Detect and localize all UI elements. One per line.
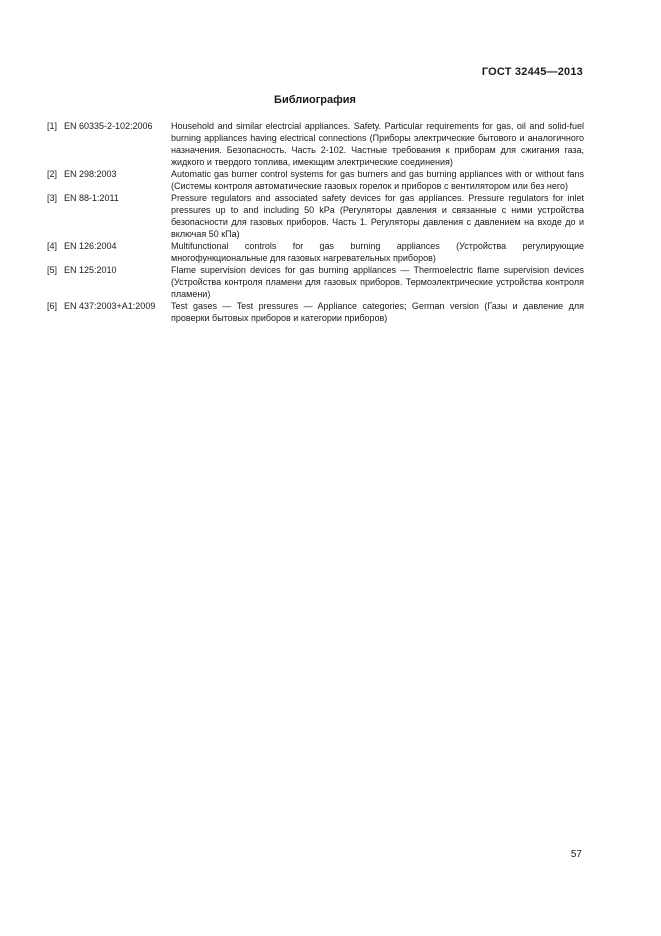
entry-number: [1] (47, 121, 58, 131)
entry-standard-code: EN 437:2003+A1:2009 (64, 301, 156, 311)
bibliography-entry (47, 120, 584, 168)
entry-standard-code: EN 60335-2-102:2006 (64, 121, 153, 131)
entry-title: Household and similar electrcial appliances. Safety. Particular requirements for gas, oil and solid-fuel burning appliances having electrical connections (Приборы электрические бытового и аналогичного назначения. Безопасность. Часть 2-102. Частные требования к приборам для сжигания газа, жидкого и твердого топлива, имеющим электрические соединения) (171, 121, 584, 167)
bibliography-entry (47, 240, 584, 264)
entry-number: [6] (47, 301, 58, 311)
entry-number: [2] (47, 169, 58, 179)
document-code: ГОСТ 32445—2013 (481, 66, 583, 78)
bibliography-entry (47, 264, 584, 300)
entry-title: Automatic gas burner control systems for gas burners and gas burning appliances with or without fans (Системы контроля автоматические газовых горелок и приборов с вентилятором или без него) (171, 169, 584, 191)
entry-title: Multifunctional controls for gas burning appliances (Устройства регулирующие многофункциональные для газовых нагревательных приборов) (171, 241, 584, 263)
bibliography-entry (47, 192, 584, 240)
bibliography-entry (47, 168, 584, 192)
entry-title: Pressure regulators and associated safety devices for gas appliances. Pressure regulators for inlet pressures up to and including 50 kPa (Регуляторы давления и связанные с ними устройства безопасности для газовых приборов. Часть 1. Регуляторы давления с давлением на входе до и включая 50 кПа) (171, 193, 584, 239)
section-title: Библиография (274, 94, 356, 106)
entry-number: [5] (47, 265, 58, 275)
entry-number: [3] (47, 193, 58, 203)
bibliography-entry (47, 300, 584, 324)
entry-standard-code: EN 88-1:2011 (64, 193, 119, 203)
page-number: 57 (570, 849, 582, 860)
bibliography-list (47, 120, 584, 324)
entry-title: Test gases — Test pressures — Appliance categories; German version (Газы и давление для проверки бытовых приборов и категории приборов) (171, 301, 584, 323)
entry-standard-code: EN 298:2003 (64, 169, 117, 179)
entry-number: [4] (47, 241, 58, 251)
entry-standard-code: EN 125:2010 (64, 265, 117, 275)
entry-standard-code: EN 126:2004 (64, 241, 117, 251)
entry-title: Flame supervision devices for gas burning appliances — Thermoelectric flame supervision devices (Устройства контроля пламени для газовых приборов. Термоэлектрические устройства контроля пламени) (171, 265, 584, 299)
